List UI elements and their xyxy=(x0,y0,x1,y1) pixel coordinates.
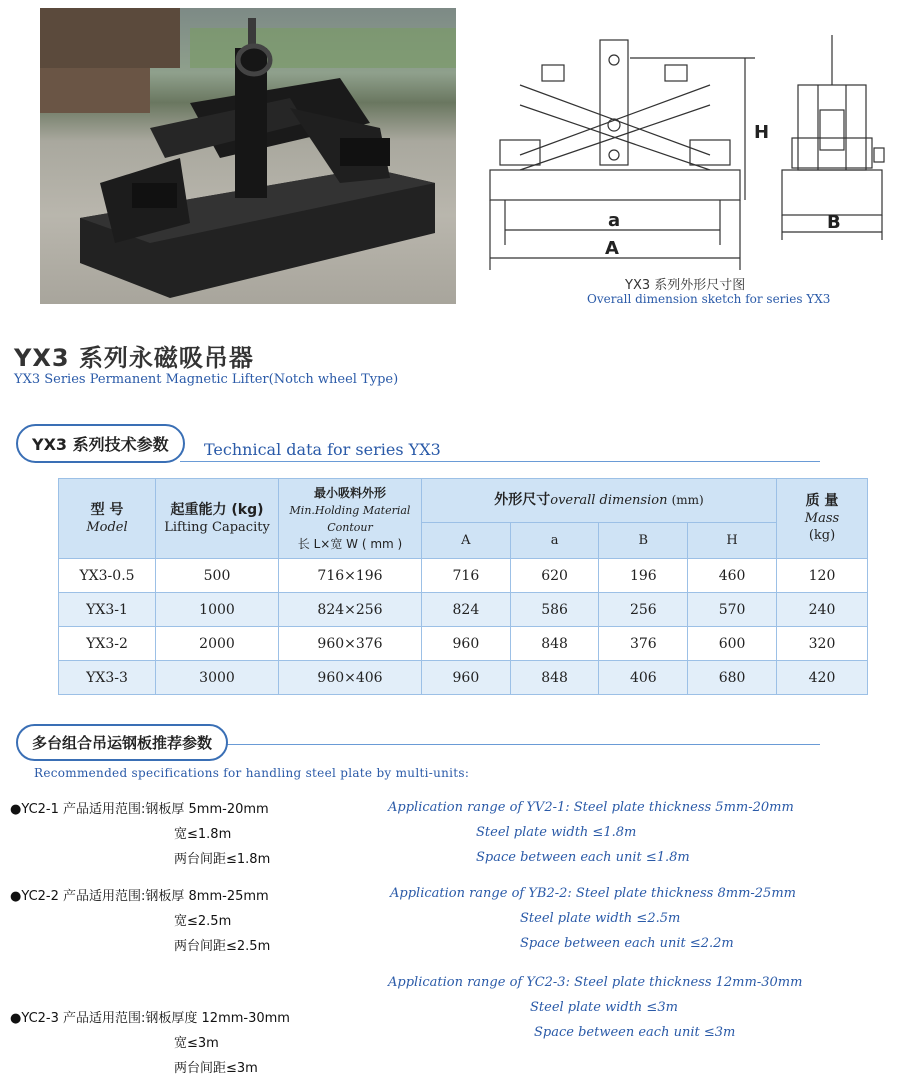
cell-B: 406 xyxy=(599,661,688,695)
spec-1-en-line1: Application range of YV2-1: Steel plate thickness 5mm-20mm xyxy=(388,800,794,815)
dimension-sketch xyxy=(480,20,890,270)
section1-heading: YX3 系列技术参数 xyxy=(16,424,185,463)
magnetic-lifter-photo xyxy=(40,8,456,304)
cell-model: YX3-1 xyxy=(59,593,156,627)
spec-2-cn-line3: 两台间距≤2.5m xyxy=(174,939,271,954)
sketch-caption-cn: YX3 系列外形尺寸图 xyxy=(625,278,746,293)
section1-subtitle: Technical data for series YX3 xyxy=(204,440,441,459)
cell-a: 848 xyxy=(510,661,599,695)
spec-2-en-line1: Application range of YB2-2: Steel plate thickness 8mm-25mm xyxy=(390,886,796,901)
spec-3-en-line2: Steel plate width ≤3m xyxy=(530,1000,678,1015)
section2-subtitle: Recommended specifications for handling steel plate by multi-units: xyxy=(34,766,470,780)
spec-2-en-line2: Steel plate width ≤2.5m xyxy=(520,911,681,926)
table-row xyxy=(59,559,868,593)
cell-capacity: 2000 xyxy=(156,627,279,661)
spec-1-cn-line3: 两台间距≤1.8m xyxy=(174,852,271,867)
label-B: B xyxy=(827,212,841,233)
table-row xyxy=(59,627,868,661)
cell-mass: 120 xyxy=(777,559,868,593)
spec-3-en-line3: Space between each unit ≤3m xyxy=(534,1025,736,1040)
spec-3-cn-line3: 两台间距≤3m xyxy=(174,1061,258,1076)
cell-model: YX3-3 xyxy=(59,661,156,695)
spec-1-cn-line1: ●YC2-1 产品适用范围:钢板厚 5mm-20mm xyxy=(10,802,269,817)
cell-capacity: 500 xyxy=(156,559,279,593)
cell-mass: 420 xyxy=(777,661,868,695)
cell-mass: 240 xyxy=(777,593,868,627)
cell-H: 600 xyxy=(688,627,777,661)
cell-min-contour: 716×196 xyxy=(279,559,422,593)
cell-H: 570 xyxy=(688,593,777,627)
cell-A: 960 xyxy=(422,661,511,695)
cell-A: 960 xyxy=(422,627,511,661)
cell-B: 256 xyxy=(599,593,688,627)
cell-a: 620 xyxy=(510,559,599,593)
cell-min-contour: 960×406 xyxy=(279,661,422,695)
spec-1-en-line2: Steel plate width ≤1.8m xyxy=(476,825,637,840)
label-H: H xyxy=(754,122,770,143)
spec-2-cn-line1: ●YC2-2 产品适用范围:钢板厚 8mm-25mm xyxy=(10,889,269,904)
cell-B: 376 xyxy=(599,627,688,661)
spec-3-en-line1: Application range of YC2-3: Steel plate thickness 12mm-30mm xyxy=(388,975,803,990)
spec-3-cn-line1: ●YC2-3 产品适用范围:钢板厚度 12mm-30mm xyxy=(10,1011,290,1026)
cell-capacity: 1000 xyxy=(156,593,279,627)
cell-mass: 320 xyxy=(777,627,868,661)
label-A: A xyxy=(605,238,619,259)
tech-data-table xyxy=(58,478,868,695)
label-a: a xyxy=(608,210,621,231)
section1-divider xyxy=(180,461,820,462)
section2-heading: 多台组合吊运钢板推荐参数 xyxy=(16,724,228,761)
cell-model: YX3-0.5 xyxy=(59,559,156,593)
header-mass: 质 量 Mass (kg) xyxy=(777,479,868,559)
cell-min-contour: 960×376 xyxy=(279,627,422,661)
cell-A: 716 xyxy=(422,559,511,593)
cell-A: 824 xyxy=(422,593,511,627)
page-title-cn: YX3 系列永磁吸吊器 xyxy=(14,344,254,372)
cell-a: 848 xyxy=(510,627,599,661)
header-B: B xyxy=(599,523,688,559)
table-row xyxy=(59,593,868,627)
header-A: A xyxy=(422,523,511,559)
cell-H: 460 xyxy=(688,559,777,593)
spec-2-en-line3: Space between each unit ≤2.2m xyxy=(520,936,734,951)
header-model: 型 号 Model xyxy=(59,479,156,559)
header-a: a xyxy=(510,523,599,559)
spec-2-cn-line2: 宽≤2.5m xyxy=(174,914,232,929)
spec-3-cn-line2: 宽≤3m xyxy=(174,1036,219,1051)
cell-a: 586 xyxy=(510,593,599,627)
cell-capacity: 3000 xyxy=(156,661,279,695)
cell-H: 680 xyxy=(688,661,777,695)
spec-1-cn-line2: 宽≤1.8m xyxy=(174,827,232,842)
header-overall-dimension: 外形尺寸overall dimension (mm) xyxy=(422,479,777,523)
spec-1-en-line3: Space between each unit ≤1.8m xyxy=(476,850,690,865)
header-H: H xyxy=(688,523,777,559)
page-title-en: YX3 Series Permanent Magnetic Lifter(Notch wheel Type) xyxy=(14,372,399,387)
cell-B: 196 xyxy=(599,559,688,593)
cell-min-contour: 824×256 xyxy=(279,593,422,627)
table-row xyxy=(59,661,868,695)
sketch-caption-en: Overall dimension sketch for series YX3 xyxy=(587,292,831,306)
section2-divider xyxy=(200,744,820,745)
header-capacity: 起重能力 (kg) Lifting Capacity xyxy=(156,479,279,559)
header-min-contour: 最小吸料外形 Min.Holding Material Contour 长 L×宽 W ( mm ) xyxy=(279,479,422,559)
product-photo xyxy=(40,8,456,304)
cell-model: YX3-2 xyxy=(59,627,156,661)
